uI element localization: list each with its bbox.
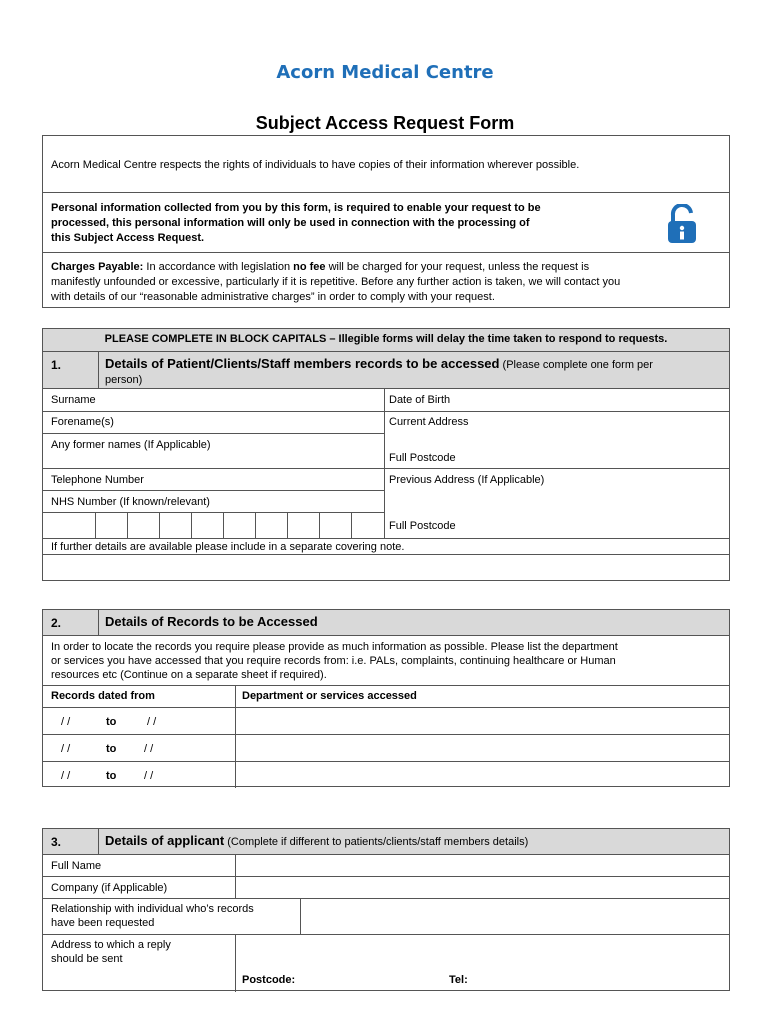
- section-3-title: Details of applicant: [105, 833, 225, 848]
- postcode-label: Postcode:: [242, 974, 296, 986]
- nhs-number-label: NHS Number (If known/relevant): [51, 496, 210, 508]
- company-row: [43, 876, 729, 898]
- nhs-number-boxes[interactable]: [43, 512, 384, 539]
- company-label: Company (if Applicable): [51, 882, 168, 894]
- full-name-row: [43, 854, 729, 876]
- address-line-1: Address to which a reply: [51, 939, 171, 951]
- section-2-description: [43, 635, 729, 685]
- section-1-title: Details of Patient/Clients/Staff members records to be accessed: [105, 356, 500, 371]
- records-dated-header: Records dated from: [51, 690, 155, 702]
- section-1-number: 1.: [51, 358, 62, 372]
- section-1-header: [43, 351, 729, 388]
- section-3-header: [43, 829, 729, 854]
- charges-line-3: with details of our “reasonable administrative charges” in order to comply with your request.: [51, 291, 495, 303]
- charges-pre: In accordance with legislation: [143, 261, 294, 273]
- charges-post: will be charged for your request, unless the request is: [325, 261, 590, 273]
- section-2-title: Details of Records to be Accessed: [105, 614, 318, 629]
- padlock-info-icon: [665, 204, 699, 244]
- section-3-box: [42, 828, 730, 991]
- rights-statement: [43, 136, 729, 192]
- previous-address-label: Previous Address (If Applicable): [389, 474, 545, 486]
- row-1-from-date[interactable]: / /: [61, 716, 71, 728]
- banner-text: PLEASE COMPLETE IN BLOCK CAPITALS – Illegible forms will delay the time taken to respond to requests.: [104, 333, 668, 345]
- block-capitals-banner: [43, 329, 729, 351]
- personal-info-line-3: this Subject Access Request.: [51, 232, 205, 244]
- telephone-label: Telephone Number: [51, 474, 144, 486]
- records-table: [43, 685, 729, 788]
- section-2-desc-3: resources etc (Continue on a separate sheet if required).: [51, 669, 327, 681]
- full-name-label: Full Name: [51, 860, 102, 872]
- rights-text: Acorn Medical Centre respects the rights of individuals to have copies of their information wherever possible.: [51, 159, 580, 171]
- section-2-number: 2.: [51, 616, 62, 630]
- full-postcode-label-1: Full Postcode: [389, 452, 456, 464]
- no-fee-text: no fee: [293, 261, 326, 273]
- further-details-text: If further details are available please include in a separate covering note.: [51, 541, 405, 553]
- further-details-input[interactable]: [43, 554, 729, 582]
- row-2-from-date[interactable]: / /: [61, 743, 71, 755]
- section-2-desc-2: or services you have accessed that you require records from: i.e. PALs, complaints, continuing healthcare or Human: [51, 655, 616, 667]
- section-3-title-block: [105, 834, 528, 849]
- section-1-title-block: [105, 356, 725, 388]
- personal-info-line-2: processed, this personal information will only be used in connection with the processing of: [51, 217, 530, 229]
- intro-box: [42, 135, 730, 308]
- full-postcode-label-2: Full Postcode: [389, 520, 456, 532]
- row-2-until-date[interactable]: / /: [144, 743, 154, 755]
- surname-label: Surname: [51, 394, 96, 406]
- tel-label: Tel:: [449, 974, 468, 986]
- charges-label: Charges Payable:: [51, 261, 144, 273]
- patient-fields: [43, 388, 729, 538]
- department-header: Department or services accessed: [242, 690, 417, 702]
- row-2-to: to: [106, 743, 117, 755]
- row-1-to: to: [106, 716, 117, 728]
- current-address-label: Current Address: [389, 416, 469, 428]
- relationship-label: [51, 902, 254, 930]
- section-2-desc-1: In order to locate the records you require please provide as much information as possible. Please list the department: [51, 641, 618, 653]
- section-2-box: [42, 609, 730, 787]
- row-3-from-date[interactable]: / /: [61, 770, 71, 782]
- org-name: Acorn Medical Centre: [276, 62, 494, 83]
- address-label: [51, 938, 171, 966]
- personal-info-statement: [43, 192, 729, 252]
- row-1-until-date[interactable]: / /: [147, 716, 157, 728]
- relationship-row: [43, 898, 729, 934]
- section-1-note: (Please complete one form per: [499, 359, 653, 371]
- forenames-label: Forename(s): [51, 416, 114, 428]
- dob-label: Date of Birth: [389, 394, 451, 406]
- further-details-row: [43, 538, 729, 554]
- address-row: [43, 934, 729, 992]
- section-1-box: [42, 328, 730, 581]
- charges-line-1: [51, 260, 721, 275]
- section-3-note: (Complete if different to patients/clients/staff members details): [224, 836, 529, 848]
- row-3-until-date[interactable]: / /: [144, 770, 154, 782]
- charges-statement: [43, 252, 729, 309]
- former-names-label: Any former names (If Applicable): [51, 439, 211, 451]
- section-3-number: 3.: [51, 835, 62, 849]
- relationship-line-1: Relationship with individual who’s records: [51, 903, 254, 915]
- row-3-to: to: [106, 770, 117, 782]
- form-title: Subject Access Request Form: [255, 113, 515, 133]
- personal-info-line-1: Personal information collected from you by this form, is required to enable your request to be: [51, 202, 541, 214]
- address-line-2: should be sent: [51, 953, 123, 965]
- charges-line-2: manifestly unfounded or excessive, particularly if it is repetitive. Before any further action is taken, we will contact you: [51, 276, 621, 288]
- section-2-header: [43, 610, 729, 635]
- section-1-note-2: person): [105, 374, 143, 386]
- relationship-line-2: have been requested: [51, 917, 155, 929]
